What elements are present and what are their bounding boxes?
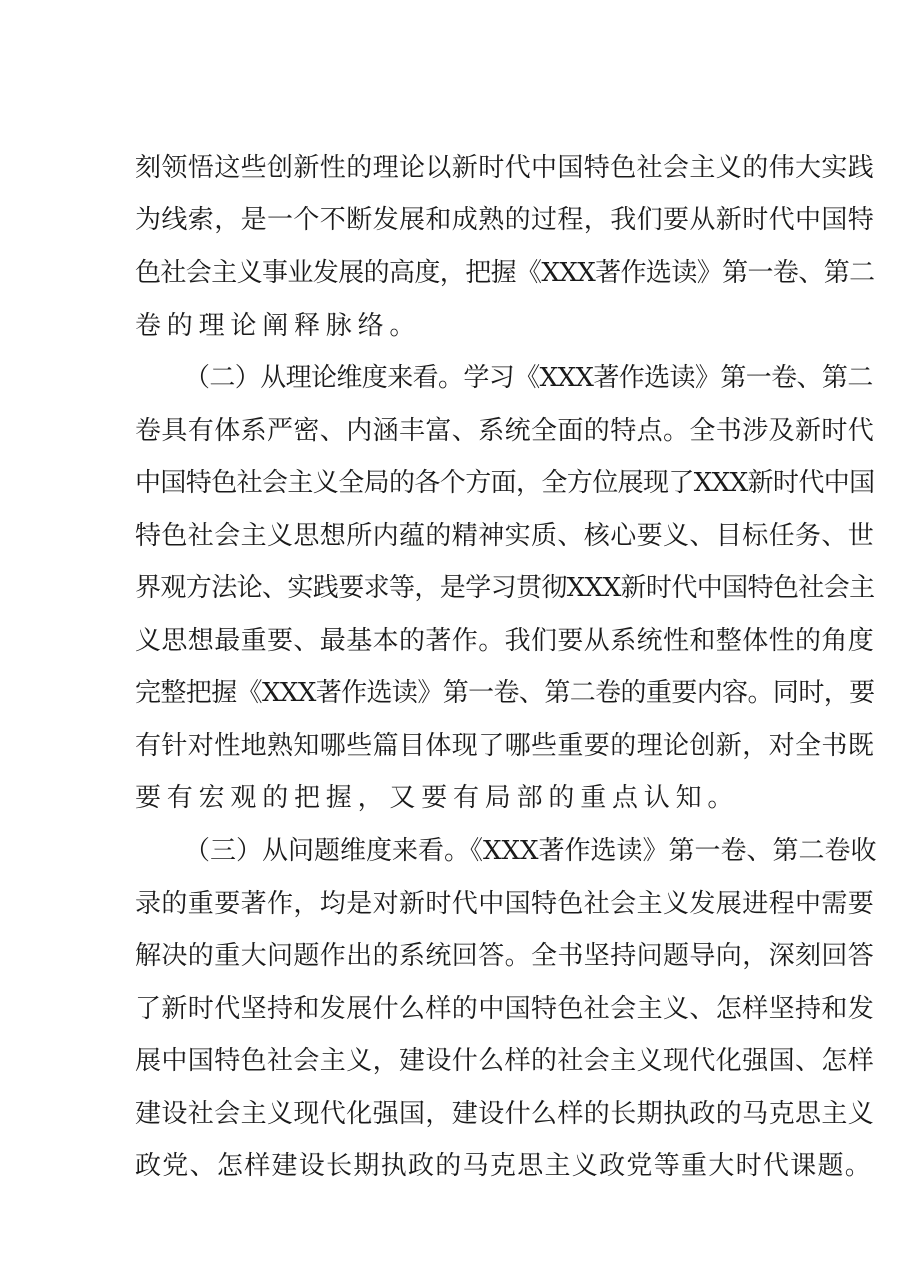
text-line: （二）从理论维度来看。学习《XXX著作选读》第一卷、第二 <box>184 363 873 393</box>
text-line: 界观方法论、实践要求等，是学习贯彻XXX新时代中国特色社会主 <box>135 573 875 603</box>
text-line: 解决的重大问题作出的系统回答。全书坚持问题导向，深刻回答 <box>135 941 875 971</box>
text-line: 政党、怎样建设长期执政的马克思主义政党等重大时代课题。 <box>135 1151 873 1181</box>
text-line: 特色社会主义思想所内蕴的精神实质、核心要义、目标任务、世 <box>135 521 875 551</box>
text-line: 色社会主义事业发展的高度，把握《XXX著作选读》第一卷、第二 <box>135 258 875 288</box>
text-line: （三）从问题维度来看。《XXX著作选读》第一卷、第二卷收 <box>184 836 877 866</box>
text-line: 刻领悟这些创新性的理论以新时代中国特色社会主义的伟大实践 <box>135 153 875 183</box>
text-line: 有针对性地熟知哪些篇目体现了哪些重要的理论创新，对全书既 <box>135 731 875 761</box>
text-line: 了新时代坚持和发展什么样的中国特色社会主义、怎样坚持和发 <box>135 994 875 1024</box>
text-line: 要有宏观的把握，又要有局部的重点认知。 <box>135 783 740 813</box>
text-line: 建设社会主义现代化强国，建设什么样的长期执政的马克思主义 <box>135 1099 875 1129</box>
text-line: 义思想最重要、最基本的著作。我们要从系统性和整体性的角度 <box>135 626 875 656</box>
text-line: 卷具有体系严密、内涵丰富、系统全面的特点。全书涉及新时代 <box>135 416 875 446</box>
text-line: 中国特色社会主义全局的各个方面，全方位展现了XXX新时代中国 <box>135 468 875 498</box>
text-line: 为线索，是一个不断发展和成熟的过程，我们要从新时代中国特 <box>135 205 875 235</box>
text-line: 录的重要著作，均是对新时代中国特色社会主义发展进程中需要 <box>135 889 875 919</box>
text-line: 展中国特色社会主义，建设什么样的社会主义现代化强国、怎样 <box>135 1046 875 1076</box>
text-line: 完整把握《XXX著作选读》第一卷、第二卷的重要内容。同时，要 <box>135 678 875 708</box>
text-line: 卷的理论阐释脉络。 <box>135 311 422 341</box>
